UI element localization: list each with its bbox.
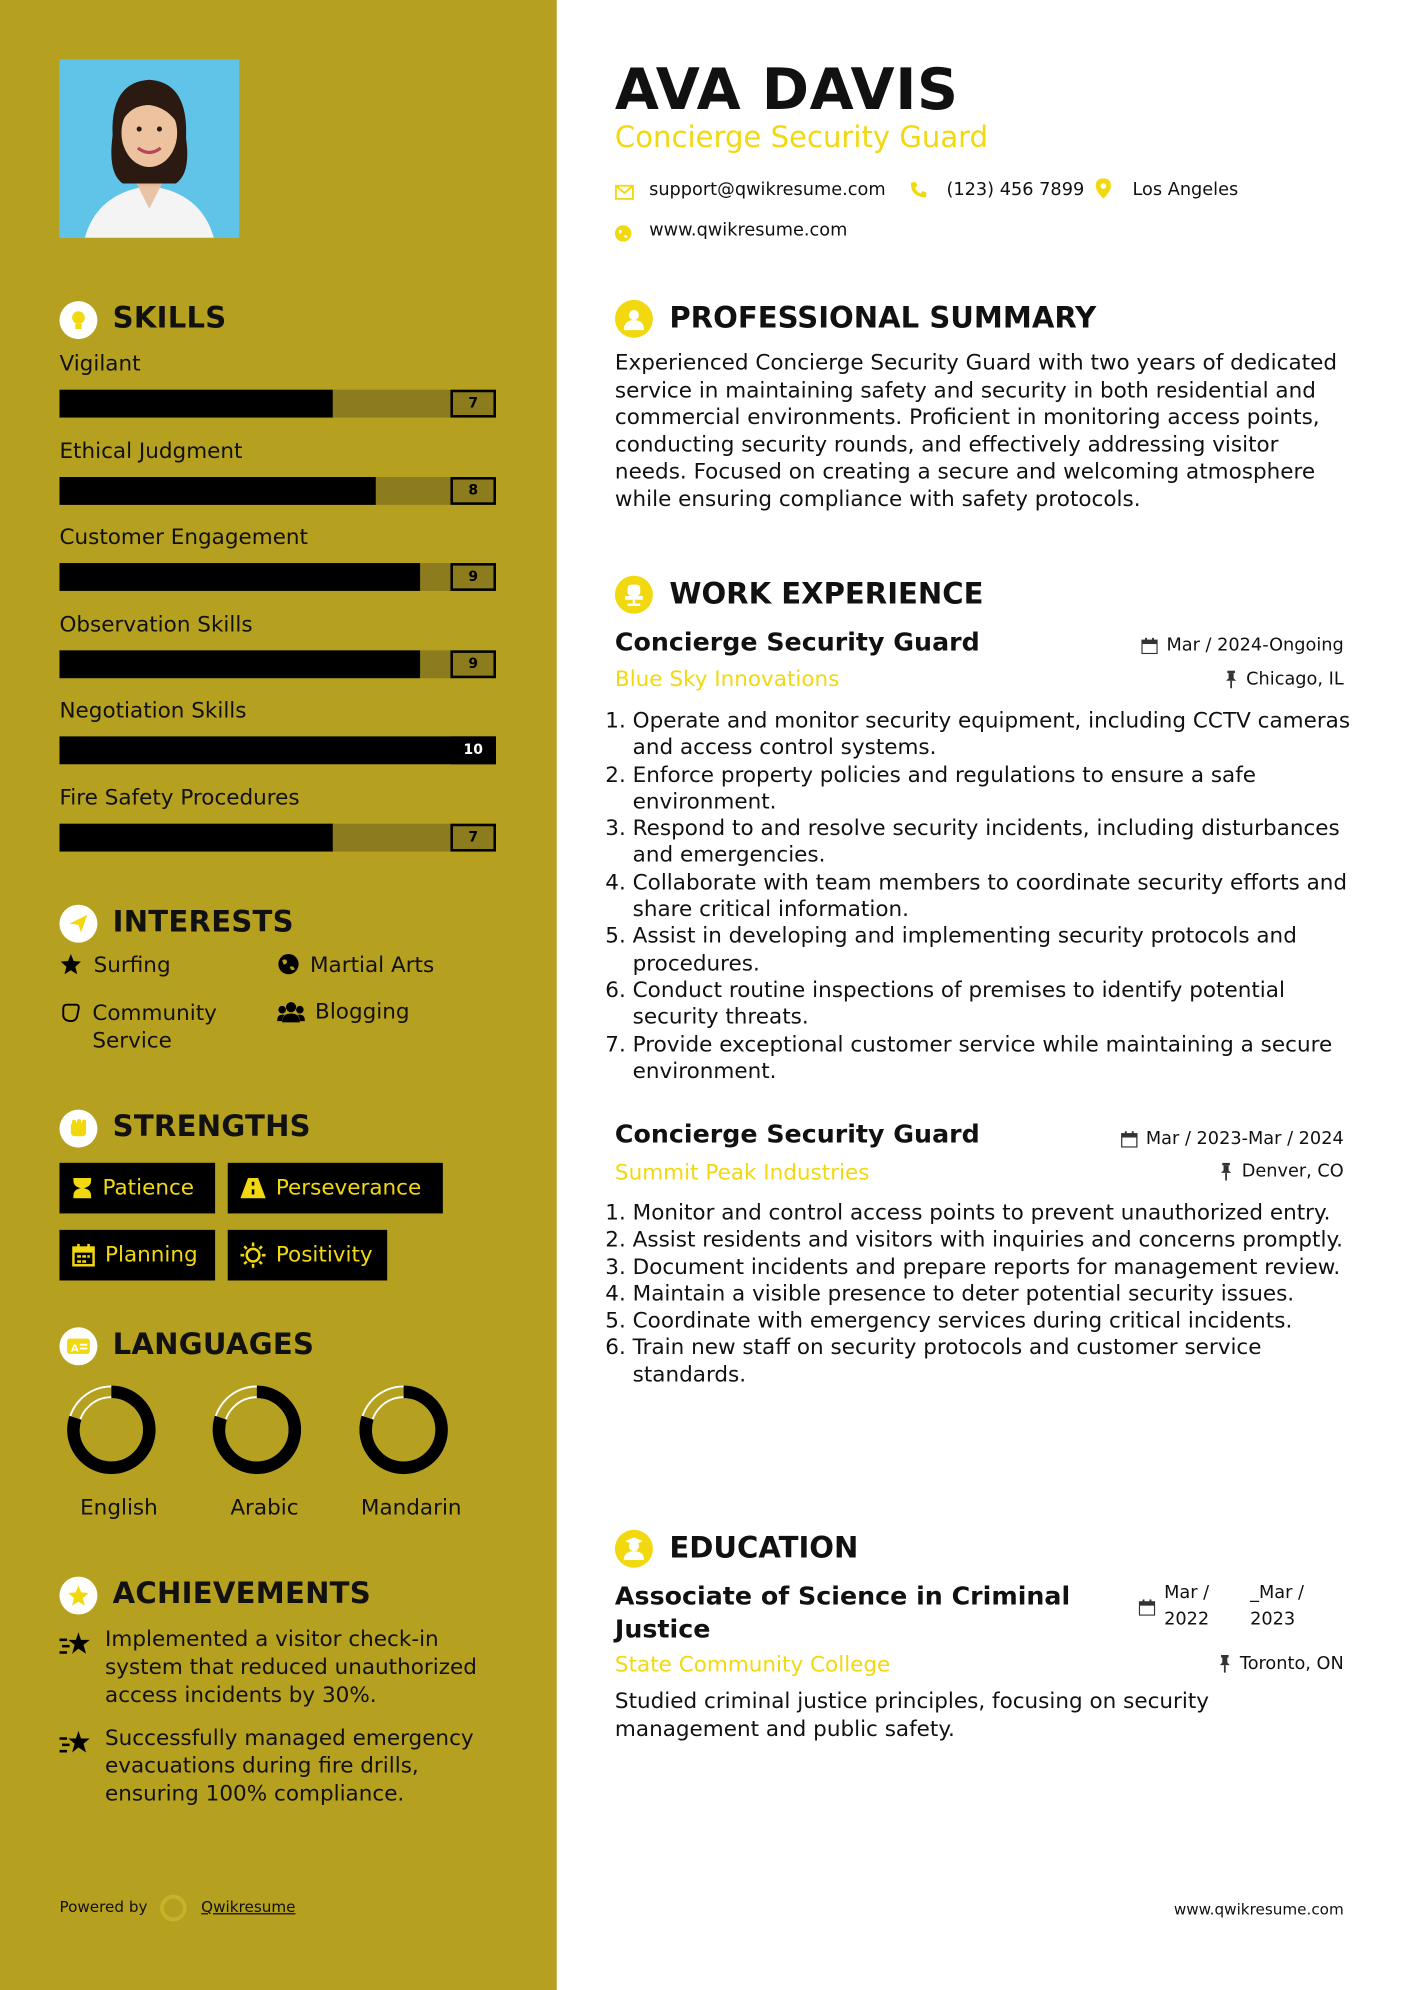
duty-item: 5. Coordinate with emergency services during critical incidents.	[633, 1309, 1357, 1336]
graduate-icon	[615, 1530, 653, 1568]
education-location	[1218, 1654, 1343, 1674]
job-title: Concierge Security Guard	[614, 1118, 980, 1149]
strength-label: Positivity	[275, 1242, 373, 1268]
pushpin-icon	[1225, 671, 1238, 689]
website-link[interactable]: www.qwikresume.com	[649, 220, 848, 241]
skill-bar-fill	[59, 563, 420, 591]
interest-label: Martial Arts	[309, 952, 435, 979]
education-start: Mar / 2022	[1164, 1582, 1210, 1630]
calendar-icon	[1139, 1597, 1155, 1621]
shooting-star-icon	[59, 1630, 92, 1663]
skill-level: 9	[450, 563, 496, 591]
job-location	[1220, 1162, 1344, 1182]
strengths-title: STRENGTHS	[112, 1110, 311, 1144]
skills-title: SKILLS	[112, 302, 227, 336]
job-location-text: Chicago, IL	[1246, 669, 1344, 690]
school-name: State Community College	[614, 1652, 891, 1678]
skill-bar-fill	[59, 476, 375, 504]
interests-title: INTERESTS	[112, 905, 294, 939]
skill-bar	[59, 736, 496, 764]
duty-item: 7. Provide exceptional customer service while maintaining a secure environment.	[633, 1032, 1357, 1086]
sun-icon	[240, 1243, 265, 1268]
duties-list	[615, 1201, 1356, 1390]
skill-level: 7	[450, 390, 496, 418]
svg-text:A: A	[70, 1343, 79, 1355]
skill-label: Fire Safety Procedures	[59, 785, 300, 811]
summary-text: Experienced Concierge Security Guard with two years of dedicated service in maintaining safety and security in both residential and commercial environments. Proficient in monitoring access points, conducting security rounds, and effectively addressing visitor needs. Focused on creating a secure and welcoming atmosphere while ensuring compliance with safety protocols.	[614, 350, 1337, 512]
job-location	[1225, 669, 1344, 689]
strength-chip	[228, 1163, 443, 1214]
job-dates	[1141, 635, 1344, 655]
languages-title: LANGUAGES	[112, 1328, 315, 1362]
education-description: Studied criminal justice principles, focusing on security management and public safety.	[614, 1689, 1210, 1742]
interest-label: Blogging	[315, 999, 410, 1025]
users-icon	[277, 1001, 305, 1029]
job-dates-text: Mar / 2024-Ongoing	[1166, 635, 1344, 656]
pushpin-icon	[1220, 1163, 1233, 1181]
briefcase-chair-icon	[615, 576, 653, 614]
phone-number: (123) 456 7899	[946, 179, 1085, 200]
qwikresume-logo-icon	[158, 1893, 188, 1928]
skill-bar	[59, 650, 496, 678]
duty-item: 4. Collaborate with team members to coordinate security efforts and share critical information.	[633, 870, 1357, 924]
skill-label: Customer Engagement	[59, 525, 309, 551]
job-dates-text: Mar / 2023-Mar / 2024	[1145, 1128, 1344, 1149]
skill-bar-fill	[59, 650, 420, 678]
calendar-icon	[72, 1244, 95, 1267]
strength-label: Patience	[102, 1175, 195, 1201]
mail-icon	[615, 181, 634, 205]
location-pin-icon	[1096, 178, 1111, 203]
hourglass-icon	[72, 1177, 92, 1200]
job-role: Concierge Security Guard	[614, 121, 989, 155]
skill-level: 9	[450, 650, 496, 678]
language-label: English	[80, 1495, 158, 1521]
company-name: Blue Sky Innovations	[614, 666, 840, 693]
user-icon	[615, 300, 653, 338]
language-label: Mandarin	[360, 1495, 462, 1521]
duty-item: 5. Assist in developing and implementing security protocols and procedures.	[633, 924, 1357, 978]
calendar-icon	[1141, 637, 1157, 653]
duty-item: 3. Document incidents and prepare reports for management review.	[633, 1255, 1357, 1282]
duty-item: 2. Enforce property policies and regulations to ensure a safe environment.	[633, 762, 1357, 816]
interest-label: Community Service	[92, 1000, 217, 1054]
duties-list	[615, 709, 1356, 1086]
duty-item: 2. Assist residents and visitors with inquiries and concerns promptly.	[633, 1228, 1357, 1255]
duty-item: 1. Monitor and control access points to prevent unauthorized entry.	[633, 1201, 1357, 1228]
degree-title: Associate of Science in Criminal Justice	[614, 1580, 1071, 1644]
duty-item: 4. Maintain a visible presence to deter potential security issues.	[633, 1282, 1357, 1309]
globe-icon	[615, 223, 631, 247]
skill-label: Ethical Judgment	[59, 438, 243, 464]
qwikresume-link[interactable]: Qwikresume	[201, 1897, 296, 1916]
job-dates	[1121, 1129, 1344, 1149]
strength-chip	[228, 1230, 387, 1281]
interest-label: Surfing	[93, 952, 171, 979]
skill-bar	[59, 563, 496, 591]
achievements-title: ACHIEVEMENTS	[112, 1577, 372, 1611]
profile-photo	[59, 59, 239, 237]
language-label: Arabic	[230, 1495, 299, 1521]
email-link[interactable]: support@qwikresume.com	[649, 179, 886, 200]
duty-item: 1. Operate and monitor security equipment, including CCTV cameras and access control systems.	[633, 709, 1357, 763]
skill-bar-fill	[59, 736, 496, 764]
hand-icon	[59, 1001, 82, 1029]
strength-chip	[59, 1230, 215, 1281]
company-name: Summit Peak Industries	[614, 1160, 870, 1186]
footer-website[interactable]: www.qwikresume.com	[1173, 1900, 1344, 1919]
education-title: EDUCATION	[669, 1532, 859, 1566]
star-icon	[59, 953, 82, 981]
skill-label: Negotiation Skills	[59, 698, 247, 724]
phone-icon	[910, 180, 928, 204]
skill-level: 7	[450, 823, 496, 851]
strength-label: Planning	[105, 1242, 198, 1268]
fist-icon	[59, 1110, 97, 1148]
skill-bar	[59, 823, 496, 851]
education-location-text: Toronto, ON	[1239, 1653, 1344, 1674]
strength-chip	[59, 1163, 215, 1214]
education-end: _Mar / 2023	[1250, 1582, 1305, 1630]
powered-by-label: Powered by	[59, 1897, 148, 1916]
pushpin-icon	[1218, 1655, 1231, 1673]
duty-item: 6. Conduct routine inspections of premises to identify potential security threats.	[633, 978, 1357, 1032]
summary-title: PROFESSIONAL SUMMARY	[669, 302, 1097, 336]
achievement-text: Implemented a visitor check-in system that reduced unauthorized access incidents by 30%.	[105, 1627, 477, 1709]
skill-bar	[59, 476, 496, 504]
duty-item: 3. Respond to and resolve security incidents, including disturbances and emergencies.	[633, 816, 1357, 870]
skill-label: Observation Skills	[59, 611, 253, 638]
job-title: Concierge Security Guard	[614, 626, 980, 657]
skill-bar-fill	[59, 823, 332, 851]
full-name: AVA DAVIS	[614, 55, 959, 123]
calendar-icon	[1121, 1131, 1137, 1147]
skill-level: 10	[450, 736, 496, 764]
globe-icon	[277, 953, 300, 981]
duty-item: 6. Train new staff on security protocols and customer service standards.	[633, 1336, 1357, 1390]
language-ring	[65, 1383, 159, 1477]
trophy-star-icon	[59, 1577, 97, 1615]
paper-plane-icon	[59, 905, 97, 943]
achievement-text: Successfully managed emergency evacuations during fire drills, ensuring 100% compliance.	[105, 1725, 474, 1807]
language-ring	[357, 1383, 451, 1477]
strength-label: Perseverance	[275, 1175, 422, 1201]
shooting-star-icon	[59, 1728, 92, 1761]
road-icon	[240, 1177, 265, 1200]
lightbulb-icon	[59, 301, 97, 339]
language-ring	[210, 1383, 304, 1477]
language-icon	[59, 1327, 97, 1365]
job-location-text: Denver, CO	[1241, 1161, 1344, 1182]
skill-level: 8	[450, 476, 496, 504]
experience-title: WORK EXPERIENCE	[669, 578, 984, 612]
location-text: Los Angeles	[1132, 179, 1239, 200]
skill-bar	[59, 390, 496, 418]
skill-bar-fill	[59, 390, 332, 418]
skill-label: Vigilant	[59, 351, 141, 378]
